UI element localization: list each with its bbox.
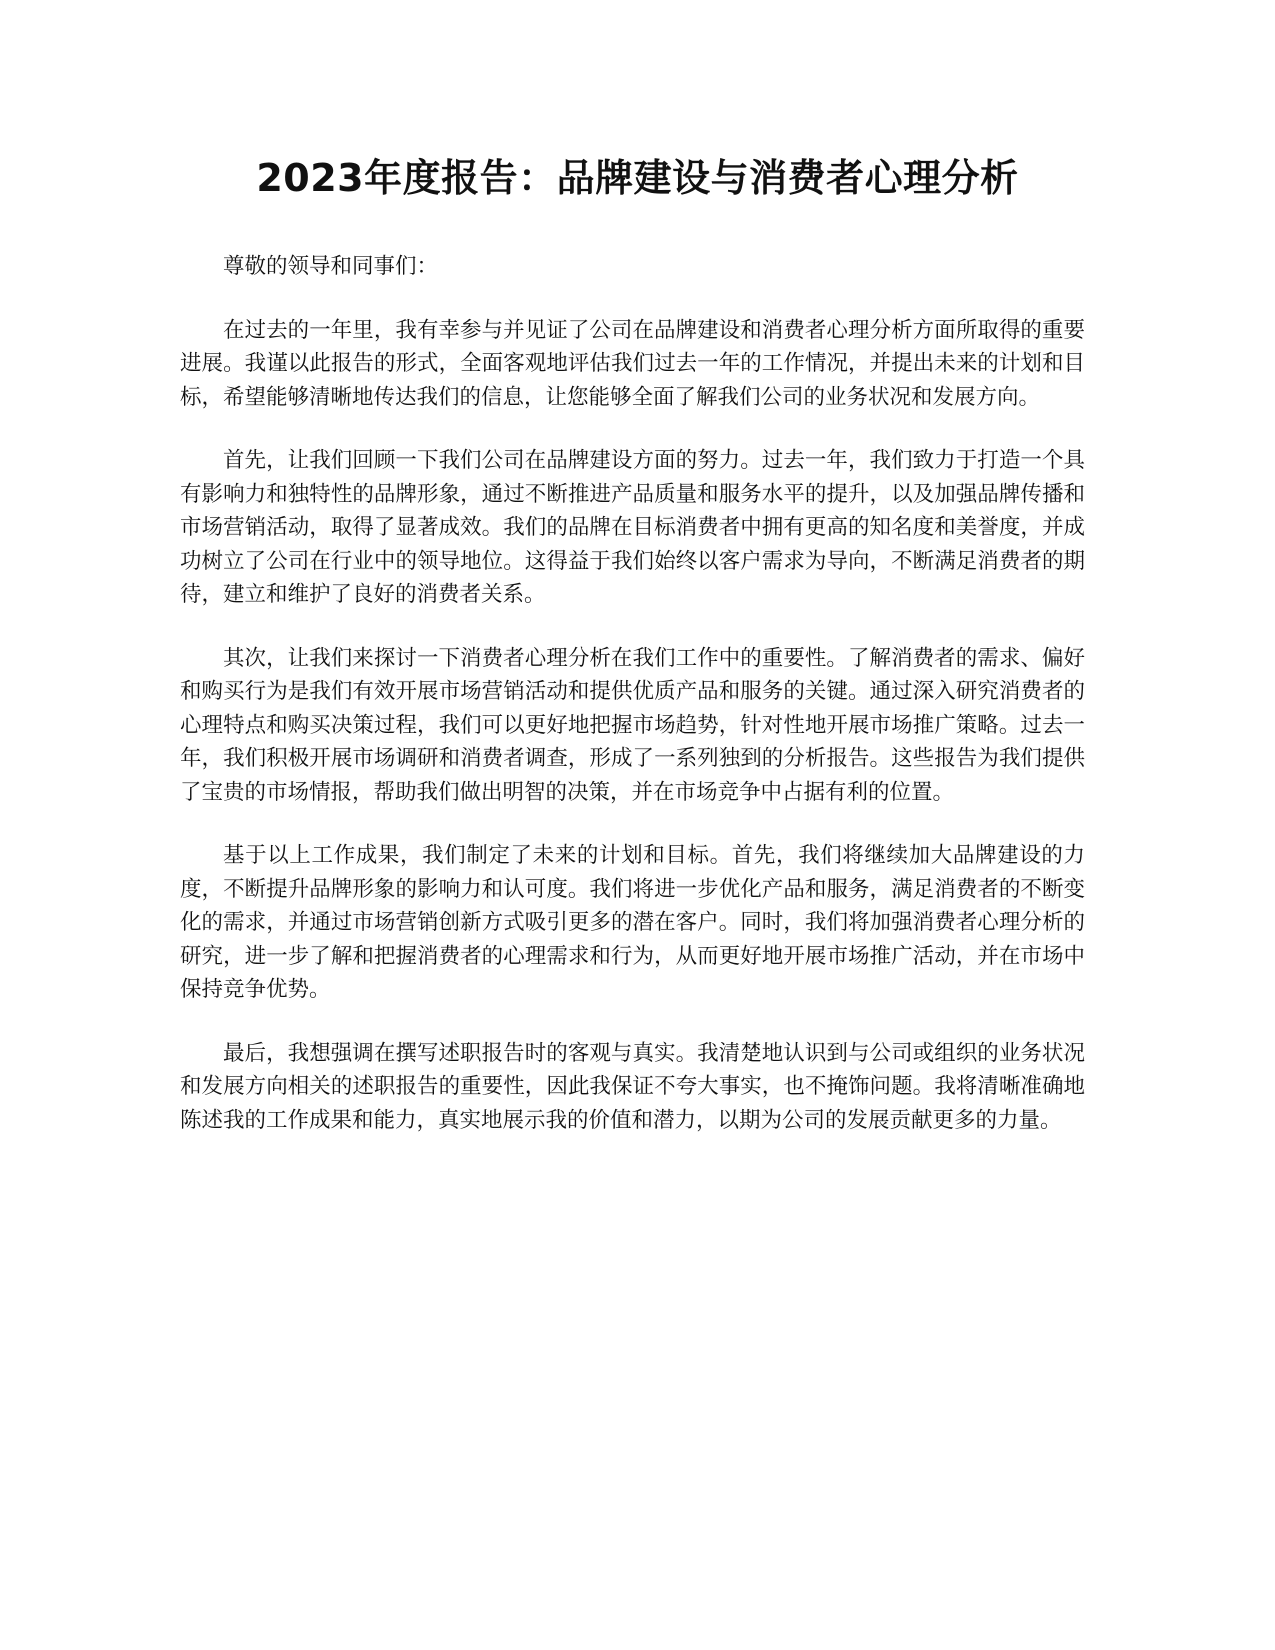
paragraph-consumer-psychology: 其次，让我们来探讨一下消费者心理分析在我们工作中的重要性。了解消费者的需求、偏好和购买行为是我们有效开展市场营销活动和提供优质产品和服务的关键。通过深入研究消费者的心理特点和购买决策过程，我们可以更好地把握市场趋势，针对性地开展市场推广策略。过去一年，我们积极开展市场调研和消费者调查，形成了一系列独到的分析报告。这些报告为我们提供了宝贵的市场情报，帮助我们做出明智的决策，并在市场竞争中占据有利的位置。 <box>180 645 1085 805</box>
document-title: 2023年度报告：品牌建设与消费者心理分析 <box>256 156 1019 200</box>
paragraph-conclusion: 最后，我想强调在撰写述职报告时的客观与真实。我清楚地认识到与公司或组织的业务状况和发展方向相关的述职报告的重要性，因此我保证不夸大事实，也不掩饰问题。我将清晰准确地陈述我的工作成果和能力，真实地展示我的价值和潜力，以期为公司的发展贡献更多的力量。 <box>180 1040 1085 1133</box>
document-body <box>180 250 1085 1167</box>
salutation: 尊敬的领导和同事们： <box>223 254 439 279</box>
paragraph-future-plans: 基于以上工作成果，我们制定了未来的计划和目标。首先，我们将继续加大品牌建设的力度，不断提升品牌形象的影响力和认可度。我们将进一步优化产品和服务，满足消费者的不断变化的需求，并通过市场营销创新方式吸引更多的潜在客户。同时，我们将加强消费者心理分析的研究，进一步了解和把握消费者的心理需求和行为，从而更好地开展市场推广活动，并在市场中保持竞争优势。 <box>180 843 1085 1002</box>
paragraph-brand-building: 首先，让我们回顾一下我们公司在品牌建设方面的努力。过去一年，我们致力于打造一个具有影响力和独特性的品牌形象，通过不断推进产品质量和服务水平的提升，以及加强品牌传播和市场营销活动，取得了显著成效。我们的品牌在目标消费者中拥有更高的知名度和美誉度，并成功树立了公司在行业中的领导地位。这得益于我们始终以客户需求为导向，不断满足消费者的期待，建立和维护了良好的消费者关系。 <box>180 448 1085 607</box>
paragraph-intro: 在过去的一年里，我有幸参与并见证了公司在品牌建设和消费者心理分析方面所取得的重要进展。我谨以此报告的形式，全面客观地评估我们过去一年的工作情况，并提出未来的计划和目标，希望能够清晰地传达我们的信息，让您能够全面了解我们公司的业务状况和发展方向。 <box>180 317 1085 410</box>
